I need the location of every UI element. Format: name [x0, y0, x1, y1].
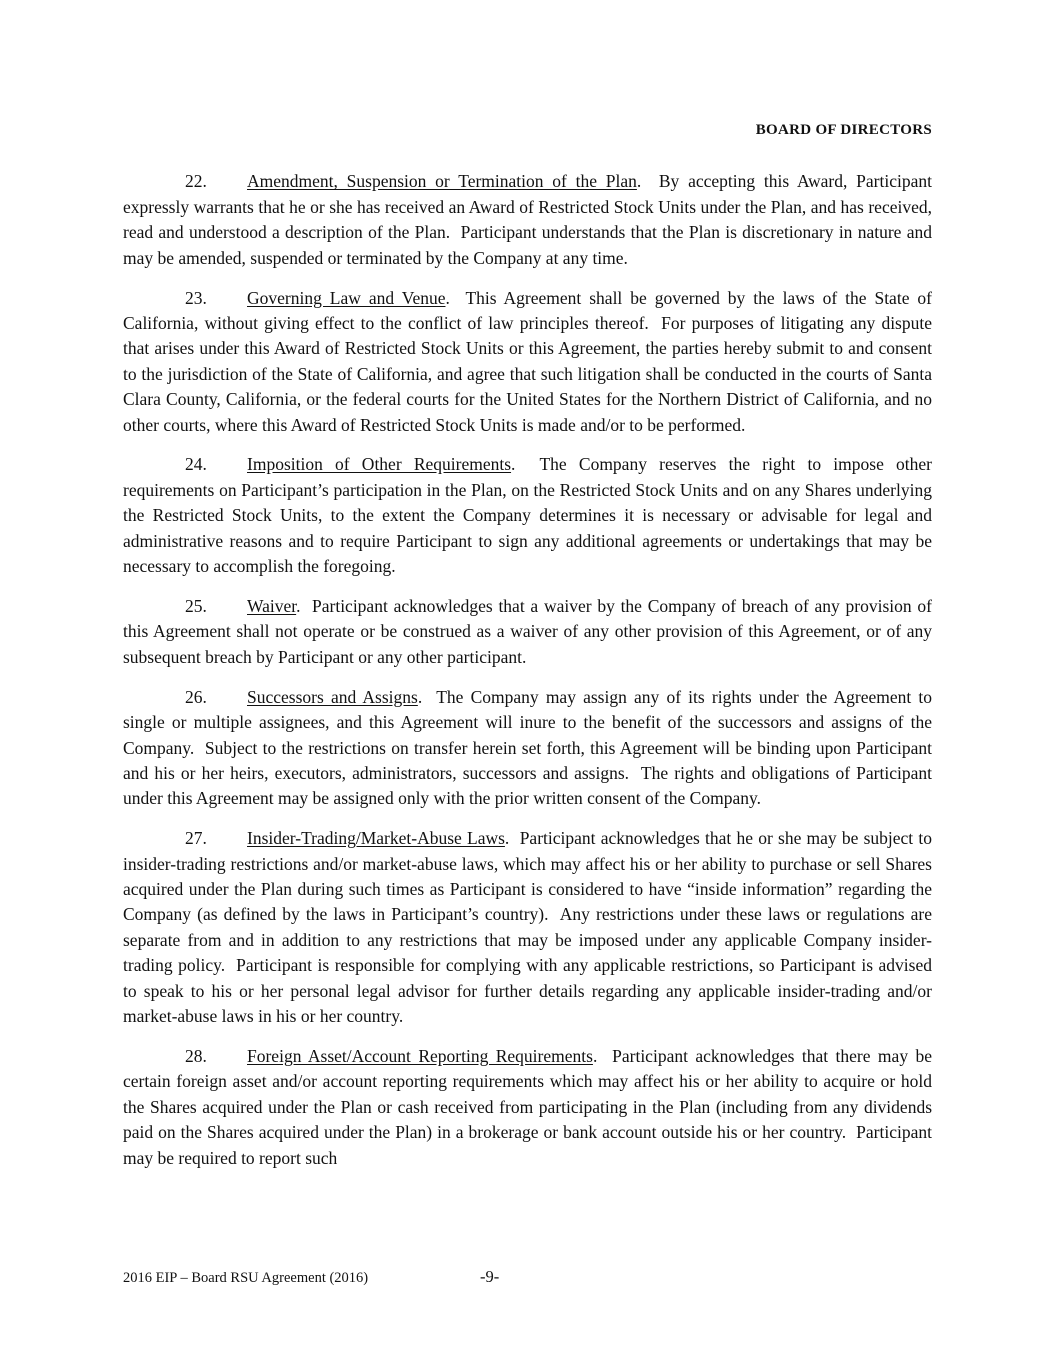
paragraph-number: 28. — [185, 1046, 207, 1066]
paragraph-23 — [123, 286, 937, 438]
paragraph-text: . Participant acknowledges that he or she may be subject to insider-trading restrictions and/or market-abuse laws, which may affect his or her ability to purchase or sell Shares acquired under the Plan during such times as Participant is considered to have “inside information” regarding the Company (as defined by the laws in Participant’s country). Any restrictions under these laws or regulations are separate from and in addition to any restrictions that may be imposed under any applicable Company insider-trading policy. Participant is responsible for complying with any applicable restrictions, so Participant is advised to speak to his or her personal legal advisor for further details regarding any applicable insider-trading and/or market-abuse laws in his or her country. — [123, 828, 937, 1027]
paragraph-text: . This Agreement shall be governed by the laws of the State of California, without giving effect to the conflict of law principles thereof. For purposes of litigating any dispute that arises under this Award of Restricted Stock Units or this Agreement, the parties hereby submit to and consent to the jurisdiction of the State of California, and agree that such litigation shall be conducted in the courts of Santa Clara County, California, or the federal courts for the United States for the Northern District of California, and no other courts, where this Award of Restricted Stock Units is made and/or to be performed. — [123, 287, 937, 435]
document-header: BOARD OF DIRECTORS — [755, 122, 932, 138]
paragraph-27 — [123, 826, 937, 1029]
paragraph-number: 27. — [185, 828, 207, 849]
paragraph-heading: Foreign Asset/Account Reporting Requirements — [247, 1046, 593, 1066]
paragraph-heading: Imposition of Other Requirements — [247, 454, 512, 475]
paragraph-text: . Participant acknowledges that there may be certain foreign asset and/or account reporting requirements which may affect his or her ability to acquire or hold the Shares acquired under the Plan or cash received from participating in the Plan (including from any dividends paid on the Shares acquired under the Plan) in a brokerage or bank account outside his or her country. Participant may be required to report such — [123, 1046, 937, 1168]
paragraph-heading: Governing Law and Venue — [247, 287, 446, 308]
paragraph-heading: Successors and Assigns — [247, 686, 418, 707]
paragraph-heading: Amendment, Suspension or Termination of the Plan — [247, 171, 637, 192]
footer-page-number: -9- — [480, 1267, 500, 1286]
paragraph-number: 22. — [185, 171, 207, 192]
paragraph-24 — [123, 452, 937, 579]
document-body — [123, 169, 937, 1171]
paragraph-heading: Insider-Trading/Market-Abuse Laws — [247, 828, 505, 849]
paragraph-number: 25. — [185, 596, 207, 616]
paragraph-number: 24. — [185, 454, 207, 475]
paragraph-number: 26. — [185, 686, 207, 707]
document-footer — [123, 1266, 932, 1290]
paragraph-28 — [123, 1044, 937, 1171]
paragraph-heading: Waiver — [247, 596, 297, 616]
paragraph-text: . Participant acknowledges that a waiver by the Company of breach of any provision of this Agreement shall not operate or be construed as a waiver of any other provision of this Agreement, or of any subsequent breach by Participant or any other participant. — [123, 596, 937, 667]
paragraph-26 — [123, 685, 937, 812]
paragraph-22 — [123, 169, 937, 271]
paragraph-text: . By accepting this Award, Participant expressly warrants that he or she has received an Award of Restricted Stock Units under the Plan, and has received, read and understood a description of the Plan. Participant understands that the Plan is discretionary in nature and may be amended, suspended or terminated by the Company at any time. — [123, 171, 937, 268]
paragraph-text: . The Company reserves the right to impose other requirements on Participant’s participation in the Plan, on the Restricted Stock Units and on any Shares underlying the Restricted Stock Units, to the extent the Company determines it is necessary or advisable for legal and administrative reasons and to require Participant to sign any additional agreements or undertakings that may be necessary to accomplish the foregoing. — [123, 454, 937, 577]
paragraph-number: 23. — [185, 287, 207, 308]
paragraph-25 — [123, 594, 937, 670]
footer-document-title: 2016 EIP – Board RSU Agreement (2016) — [123, 1270, 369, 1286]
paragraph-text: . The Company may assign any of its rights under the Agreement to single or multiple assignees, and this Agreement will inure to the benefit of the successors and assigns of the Company. Subject to the restrictions on transfer herein set forth, this Agreement will be binding upon Participant and his or her heirs, executors, administrators, successors and assigns. The rights and obligations of Participant under this Agreement may be assigned only with the prior written consent of the Company. — [123, 686, 937, 809]
